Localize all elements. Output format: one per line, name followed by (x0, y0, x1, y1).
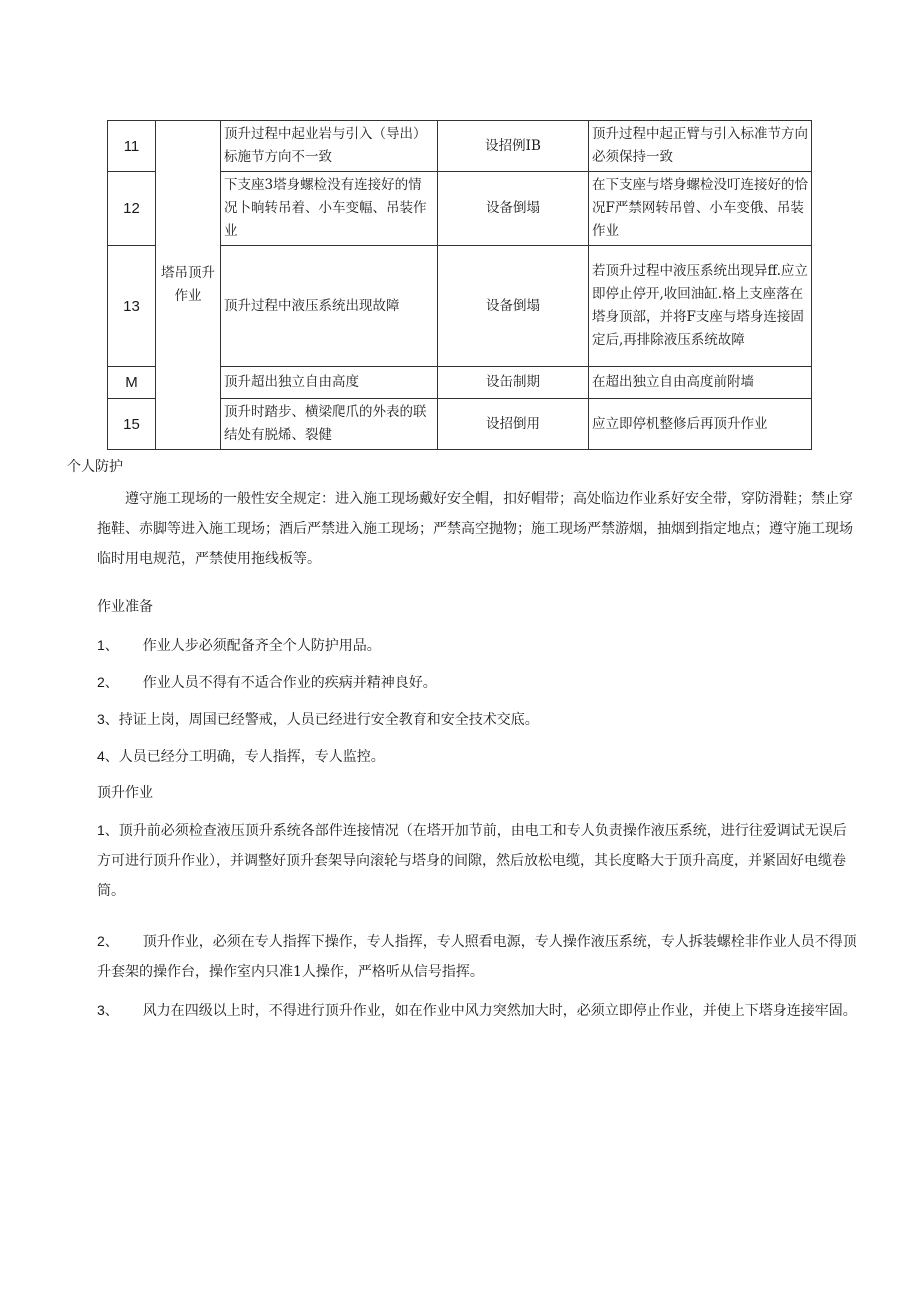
row-number: 15 (108, 399, 156, 450)
row-number: 11 (108, 121, 156, 172)
hazard-result: 设备倒塌 (438, 172, 589, 246)
preparation-item: 3、持证上岗，周国已经警戒，人员已经进行安全教育和安全技术交底。 (97, 711, 539, 728)
control-measure: 在超出独立自由高度前附墙 (589, 367, 812, 399)
preparation-item: 2、 作业人员不得有不适合作业的疾病并精神良好。 (97, 674, 437, 691)
hazard-description: 顶升超出独立自由高度 (221, 367, 438, 399)
row-number: 12 (108, 172, 156, 246)
section-title-personal-protection: 个人防护 (67, 459, 123, 475)
preparation-item: 1、 作业人步必须配备齐全个人防护用品。 (97, 637, 381, 654)
personal-protection-body (97, 484, 857, 574)
risk-table (107, 120, 812, 450)
hazard-description: 顶升时踏步、横梁爬爪的外表的联结处有脱烯、裂健 (221, 399, 438, 450)
jacking-item: 2、 顶升作业，必须在专人指挥下操作，专人指挥，专人照看电源，专人操作液压系统，专人拆装螺栓非作业人员不得顶升套架的操作台，操作室内只准1人操作，严格听从信号指挥。 (97, 933, 857, 980)
jacking-item: 3、 风力在四级以上时，不得进行顶升作业，如在作业中风力突然加大时，必须立即停止作业，并使上下塔身连接牢固。 (97, 1002, 857, 1019)
category-cell: 塔吊顶升作业 (156, 121, 221, 450)
section-title-preparation: 作业准备 (97, 599, 153, 615)
section-title-jacking: 顶升作业 (97, 785, 153, 801)
row-number: M (108, 367, 156, 399)
hazard-description: 顶升过程中起业岩与引入（导出）标施节方向不一致 (221, 121, 438, 172)
hazard-result: 设招倒用 (438, 399, 589, 450)
preparation-item: 4、人员已经分工明确，专人指挥，专人监控。 (97, 748, 385, 765)
hazard-description: 下支座3塔身螺检没有连接好的情况卜晌转吊着、小车变幅、吊装作业 (221, 172, 438, 246)
control-measure: 在下支座与塔身螺检没叮连接好的恰况F严禁网转吊曾、小车变俄、吊装作业 (589, 172, 812, 246)
control-measure: 顶升过程中起正臂与引入标准节方向必须保持一致 (589, 121, 812, 172)
hazard-result: 设招例IB (438, 121, 589, 172)
jacking-item: 1、顶升前必须检查液压顶升系统各部件连接情况（在塔开加节前，由电工和专人负责操作液压系统，进行往爱调试无误后方可进行顶升作业），并调整好顶升套架导向滚轮与塔身的间隙，然后放松电缆，其长度略大于顶升高度，并紧固好电缆卷筒。 (97, 822, 847, 899)
table-row (108, 121, 812, 172)
hazard-result: 设缶制期 (438, 367, 589, 399)
hazard-description: 顶升过程中液压系统出现故障 (221, 246, 438, 367)
hazard-result: 设备倒塌 (438, 246, 589, 367)
row-number: 13 (108, 246, 156, 367)
control-measure: 若顶升过程中液压系统出现异ff.应立即停止停开,收回油缸.格上支座落在塔身顶部，并将F支座与塔身连接固定后,再排除液压系统故障 (589, 246, 812, 367)
control-measure: 应立即停机整修后再顶升作业 (589, 399, 812, 450)
personal-protection-text: 遵守施工现场的一般性安全规定：进入施工现场戴好安全帽，扣好帽带；高处临边作业系好安全带，穿防滑鞋；禁止穿拖鞋、赤脚等进入施工现场；酒后严禁进入施工现场；严禁高空抛物；施工现场严禁游烟，抽烟到指定地点；遵守施工现场临时用电规范，严禁使用拖线板等。 (97, 491, 853, 567)
